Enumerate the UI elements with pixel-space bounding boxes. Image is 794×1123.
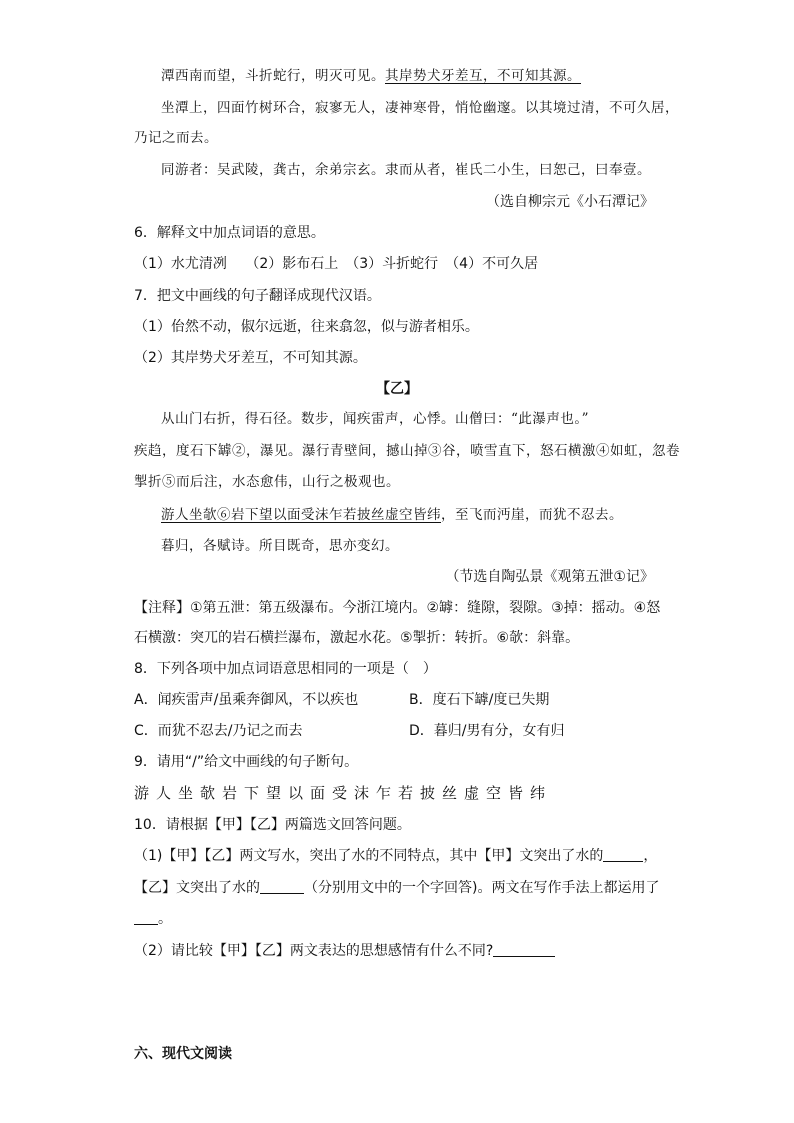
q10-l1-text: （1)【甲】【乙】两文写水，突出了水的不同特点，其中【甲】文突出了水的 <box>134 848 604 864</box>
yi-paragraph-4 <box>161 505 623 525</box>
q8-stem: 8．下列各项中加点词语意思相同的一项是（ ） <box>134 661 437 677</box>
notes-line-2: 石横激：突兀的岩石横拦瀑布，激起水花。⑤掣折：转折。⑥欹：斜靠。 <box>134 630 580 646</box>
section-6-heading: 六、现代文阅读 <box>134 1046 232 1062</box>
q6-items: （1）水尤清冽 （2）影布石上 （3）斗折蛇行 （4）不可久居 <box>134 256 539 272</box>
q10-part1-line1 <box>134 846 657 866</box>
q10-l4-text: （2）请比较【甲】【乙】两文表达的思想感情有什么不同? <box>134 943 494 959</box>
q7-sentence-2: （2）其岸势犬牙差互，不可知其源。 <box>134 350 367 366</box>
yi-p4-underlined: 游人坐欹⑥岩下望以面受沫乍若披丝虚空皆纬 <box>161 507 441 523</box>
q10-part1-line2 <box>134 878 659 898</box>
jia-p1-underlined: 其岸势犬牙差互，不可知其源。 <box>385 68 581 84</box>
q10-part1-line3 <box>134 909 172 929</box>
yi-paragraph-2: 疾趋，度石下罅②，瀑见。瀑行青壁间，撼山掉③谷，喷雪直下，怒石横激④如虹，忽卷 <box>134 443 680 459</box>
q10-l3-end: 。 <box>158 911 172 927</box>
answer-blank-4[interactable] <box>493 942 555 957</box>
yi-title: 【乙】 <box>376 381 418 397</box>
q9-stem: 9．请用“/”给文中画线的句子断句。 <box>134 754 359 770</box>
q6-stem: 6．解释文中加点词语的意思。 <box>134 225 325 241</box>
answer-blank-1[interactable] <box>603 847 643 862</box>
yi-paragraph-3: 掣折⑤而后注，水态愈伟，山行之极观也。 <box>134 474 400 490</box>
jia-paragraph-2b: 乃记之而去。 <box>134 130 218 146</box>
jia-source: （选自柳宗元《小石潭记》 <box>486 194 654 210</box>
jia-paragraph-1 <box>161 66 581 86</box>
q8-option-a[interactable]: A．闻疾雷声/虽乘奔御风，不以疾也 <box>134 692 359 708</box>
q10-stem: 10．请根据【甲】【乙】两篇选文回答问题。 <box>134 817 411 833</box>
jia-paragraph-3: 同游者：吴武陵，龚古，余弟宗玄。隶而从者，崔氏二小生，曰恕己，曰奉壹。 <box>161 162 651 178</box>
notes-line-1: 【注释】①第五泄：第五级瀑布。今浙江境内。②罅：缝隙，裂隙。③掉：摇动。④怒 <box>134 600 661 616</box>
jia-p1-text: 潭西南而望，斗折蛇行，明灭可见。 <box>161 68 385 84</box>
q10-l1-end: ， <box>643 848 658 864</box>
yi-p4-rest: ，至飞而沔崖，而犹不忍去。 <box>441 507 623 523</box>
q10-l2-mid: （分别用文中的一个字回答)。两文在写作手法上都运用了 <box>304 880 660 896</box>
q8-option-d[interactable]: D．暮归/男有分，女有归 <box>409 723 565 739</box>
q10-part2 <box>134 941 555 961</box>
yi-paragraph-1: 从山门右折，得石径。数步，闻疾雷声，心悸。山僧曰：“此瀑声也。” <box>161 411 590 427</box>
q8-option-b[interactable]: B．度石下罅/度已失期 <box>409 692 550 708</box>
yi-paragraph-5: 暮归，各赋诗。所目既奇，思亦变幻。 <box>161 538 399 554</box>
q7-stem: 7．把文中画线的句子翻译成现代汉语。 <box>134 288 381 304</box>
answer-blank-3[interactable] <box>134 910 158 925</box>
jia-paragraph-2a: 坐潭上，四面竹树环合，寂寥无人，凄神寒骨，悄怆幽邃。以其境过清，不可久居， <box>161 100 679 116</box>
yi-source: （节选自陶弘景《观第五泄①记》 <box>445 569 654 585</box>
q8-option-c[interactable]: C．而犹不忍去/乃记之而去 <box>134 723 303 739</box>
answer-blank-2[interactable] <box>260 879 304 894</box>
q7-sentence-1: （1）佁然不动，俶尔远逝，往来翕忽，似与游者相乐。 <box>134 319 479 335</box>
q10-l2-text: 【乙】文突出了水的 <box>134 880 260 896</box>
q9-sentence: 游人坐欹岩下望以面受沫乍若披丝虚空皆纬 <box>134 784 553 802</box>
